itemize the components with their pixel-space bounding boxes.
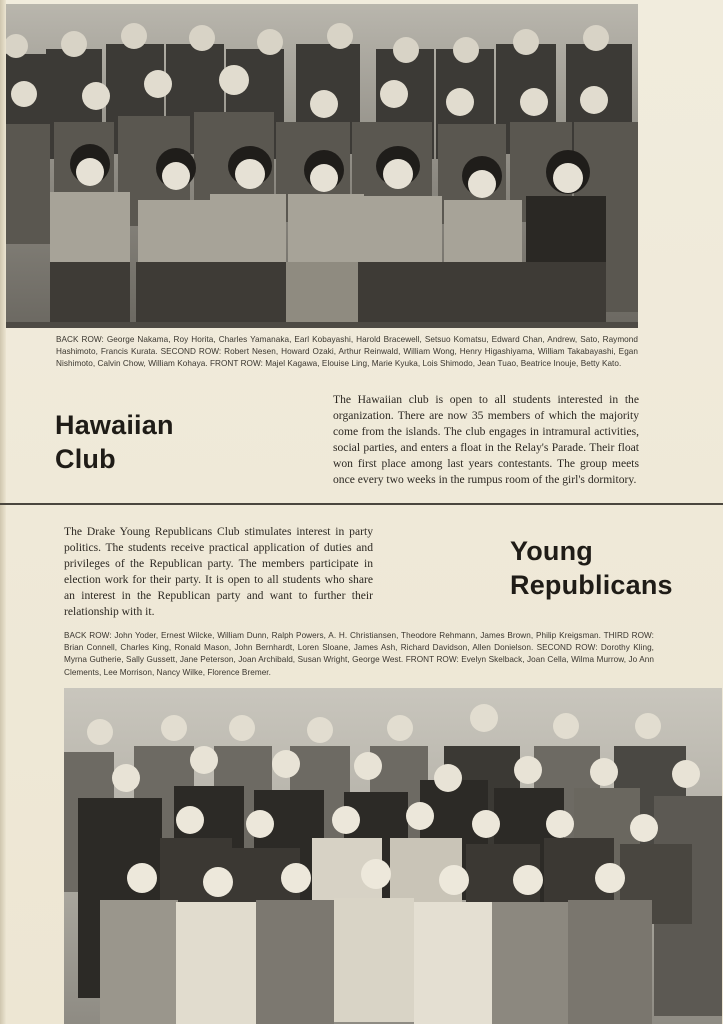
hawaiian-title-line2: Club [55,444,116,474]
section-divider [0,503,723,505]
young-republicans-caption: BACK ROW: John Yoder, Ernest Wilcke, William Dunn, Ralph Powers, A. H. Christiansen, Theodore Rehmann, James Brown, Philip Kreigsman. THIRD ROW: Brian Connell, Charles King, Ronald Mason, John Bernhardt, Loren Sloane, James Ash, Richard Davidson, Allen Donielson. SECOND ROW: Dorothy Kling, Myrna Gutherie, Sally Gussett, Jane Peterson, Joan Archibald, Susan Wright, George West. FRONT ROW: Evelyn Skelback, Joan Cella, Wilma Murrow, Jo Ann Clements, Lee Morrison, Nancy Wilke, Florence Bremer. [64,631,654,677]
young-republicans-description: The Drake Young Republicans Club stimulates interest in party politics. The students receive practical application of duties and privileges of the Republican party. The members participate in election work for their party. It is open to all students who share an interest in the Republican party and want to further their relationship with it. [64,525,373,618]
young-title-line1: Young [510,536,593,566]
hawaiian-club-caption: BACK ROW: George Nakama, Roy Horita, Charles Yamanaka, Earl Kobayashi, Harold Bracewell, Setsuo Komatsu, Edward Chan, Andrew, Sato, Raymond Hashimoto, Francis Kurata. SECOND ROW: Robert Nesen, Howard Ozaki, Arthur Reinwald, William Wong, Henry Higashiyama, William Takabayashi, Egan Nishimoto, Calvin Chow, William Kohaya. FRONT ROW: Majel Kagawa, Elouise Ling, Marie Kyuka, Lois Shimodo, Jean Tuao, Beatrice Inouje, Betty Kato. [56,335,638,369]
young-title-line2: Republicans [510,570,673,600]
young-republicans-title [510,534,710,602]
hawaiian-title-line1: Hawaiian [55,410,174,440]
hawaiian-club-title [55,408,255,476]
hawaiian-club-description: The Hawaiian club is open to all students interested in the organization. There are now 35 members of which the majority come from the islands. The club engages in intramural activities, social parties, and enters a float in the Relay's Parade. Their float won first place among last years contestants. The group meets once every two weeks in the rumpus room of the girl's dormitory. [333,393,639,486]
young-republicans-photo-image [64,688,722,1024]
hawaiian-photo-image [6,4,638,328]
young-republicans-group-photo [64,688,722,1024]
hawaiian-club-group-photo [6,4,638,328]
